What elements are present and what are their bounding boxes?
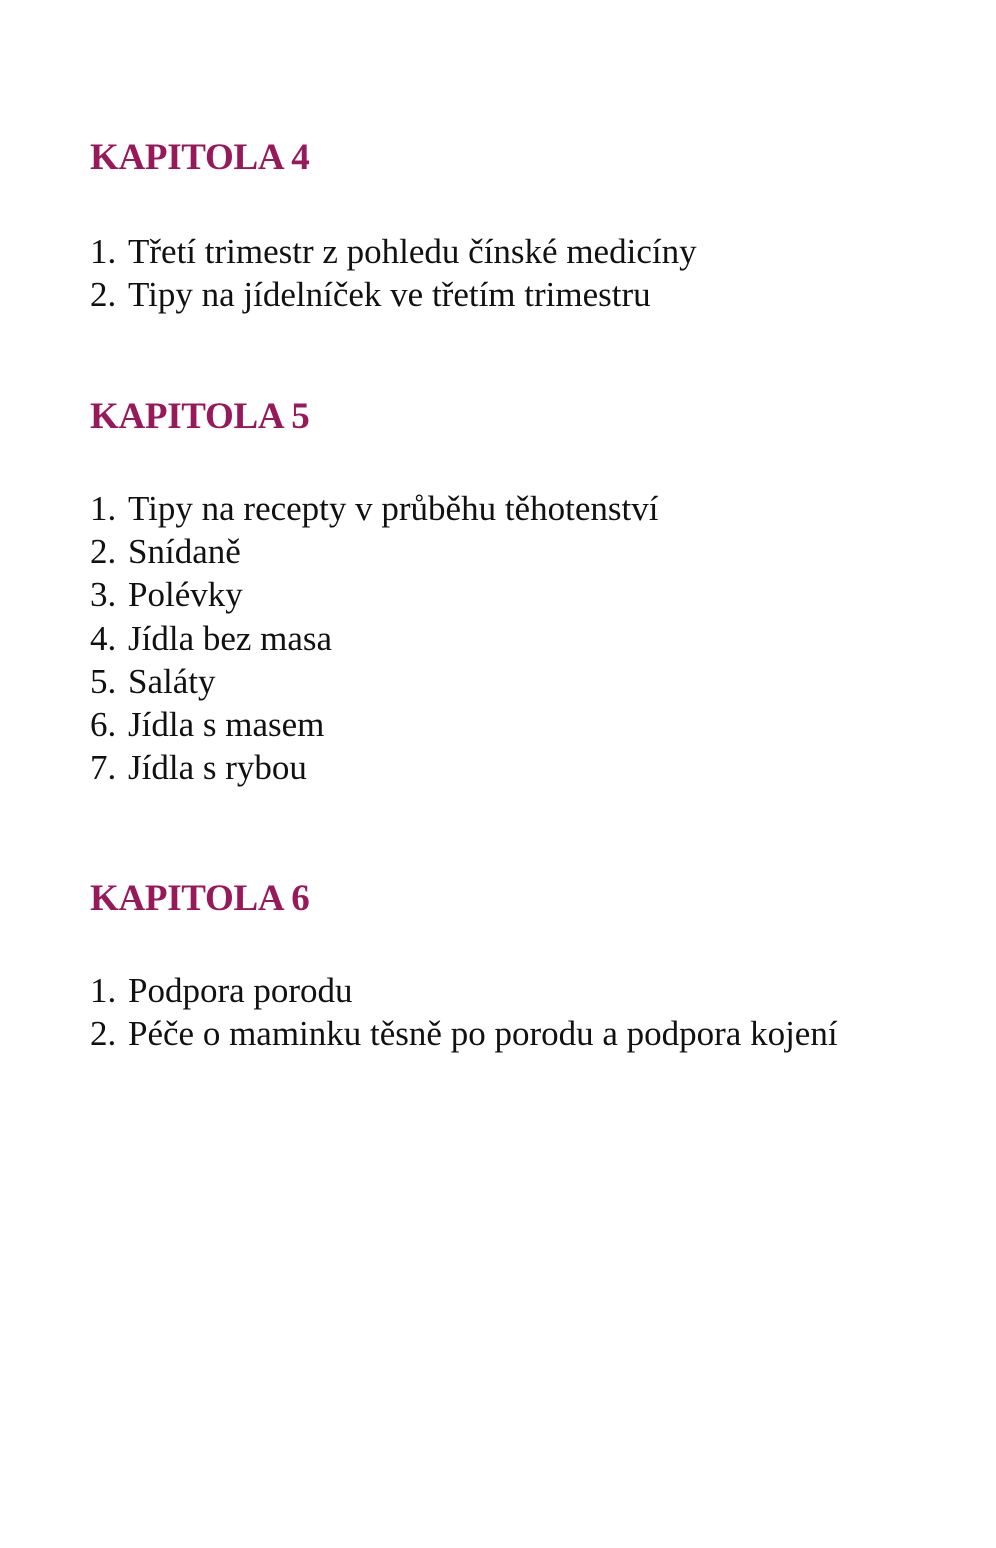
item-text: Tipy na recepty v průběhu těhotenství — [128, 489, 659, 528]
item-number: 6. — [90, 705, 117, 745]
item-text: Péče o maminku těsně po porodu a podpora kojení — [128, 1014, 838, 1054]
chapter-title: KAPITOLA 6 — [90, 878, 310, 919]
item-text: Jídla bez masa — [128, 618, 333, 658]
chapter-title: KAPITOLA 4 — [90, 137, 310, 178]
list-item — [90, 1012, 970, 1055]
item-text: Saláty — [128, 661, 216, 701]
item-number: 2. — [90, 1014, 117, 1054]
item-text: Snídaně — [128, 532, 241, 572]
chapter-title: KAPITOLA 5 — [90, 396, 310, 437]
list-item — [90, 617, 970, 660]
item-text: Třetí trimestr z pohledu čínské medicíny — [128, 232, 697, 271]
list-item — [90, 660, 970, 703]
item-number: 1. — [90, 971, 117, 1010]
chapter-4 — [90, 136, 970, 316]
item-number: 1. — [90, 232, 117, 271]
list-item — [90, 530, 970, 573]
item-text: Jídla s masem — [128, 705, 325, 745]
list-item — [90, 273, 970, 316]
item-number: 1. — [90, 489, 117, 528]
list-item — [90, 969, 970, 1012]
item-number: 3. — [90, 575, 117, 615]
list-item — [90, 573, 970, 616]
item-text: Jídla s rybou — [128, 748, 307, 788]
item-number: 4. — [90, 618, 117, 658]
list-item — [90, 487, 970, 530]
chapter-item-list — [90, 487, 970, 789]
chapter-item-list — [90, 230, 970, 316]
item-text: Polévky — [128, 575, 243, 615]
list-item — [90, 230, 970, 273]
list-item — [90, 703, 970, 746]
item-number: 2. — [90, 275, 117, 315]
list-item — [90, 746, 970, 789]
chapter-5 — [90, 395, 970, 789]
item-number: 2. — [90, 532, 117, 572]
chapter-item-list — [90, 969, 970, 1055]
item-number: 7. — [90, 748, 117, 788]
item-number: 5. — [90, 661, 117, 701]
item-text: Podpora porodu — [128, 971, 353, 1010]
chapter-6 — [90, 877, 970, 1055]
item-text: Tipy na jídelníček ve třetím trimestru — [128, 275, 651, 315]
